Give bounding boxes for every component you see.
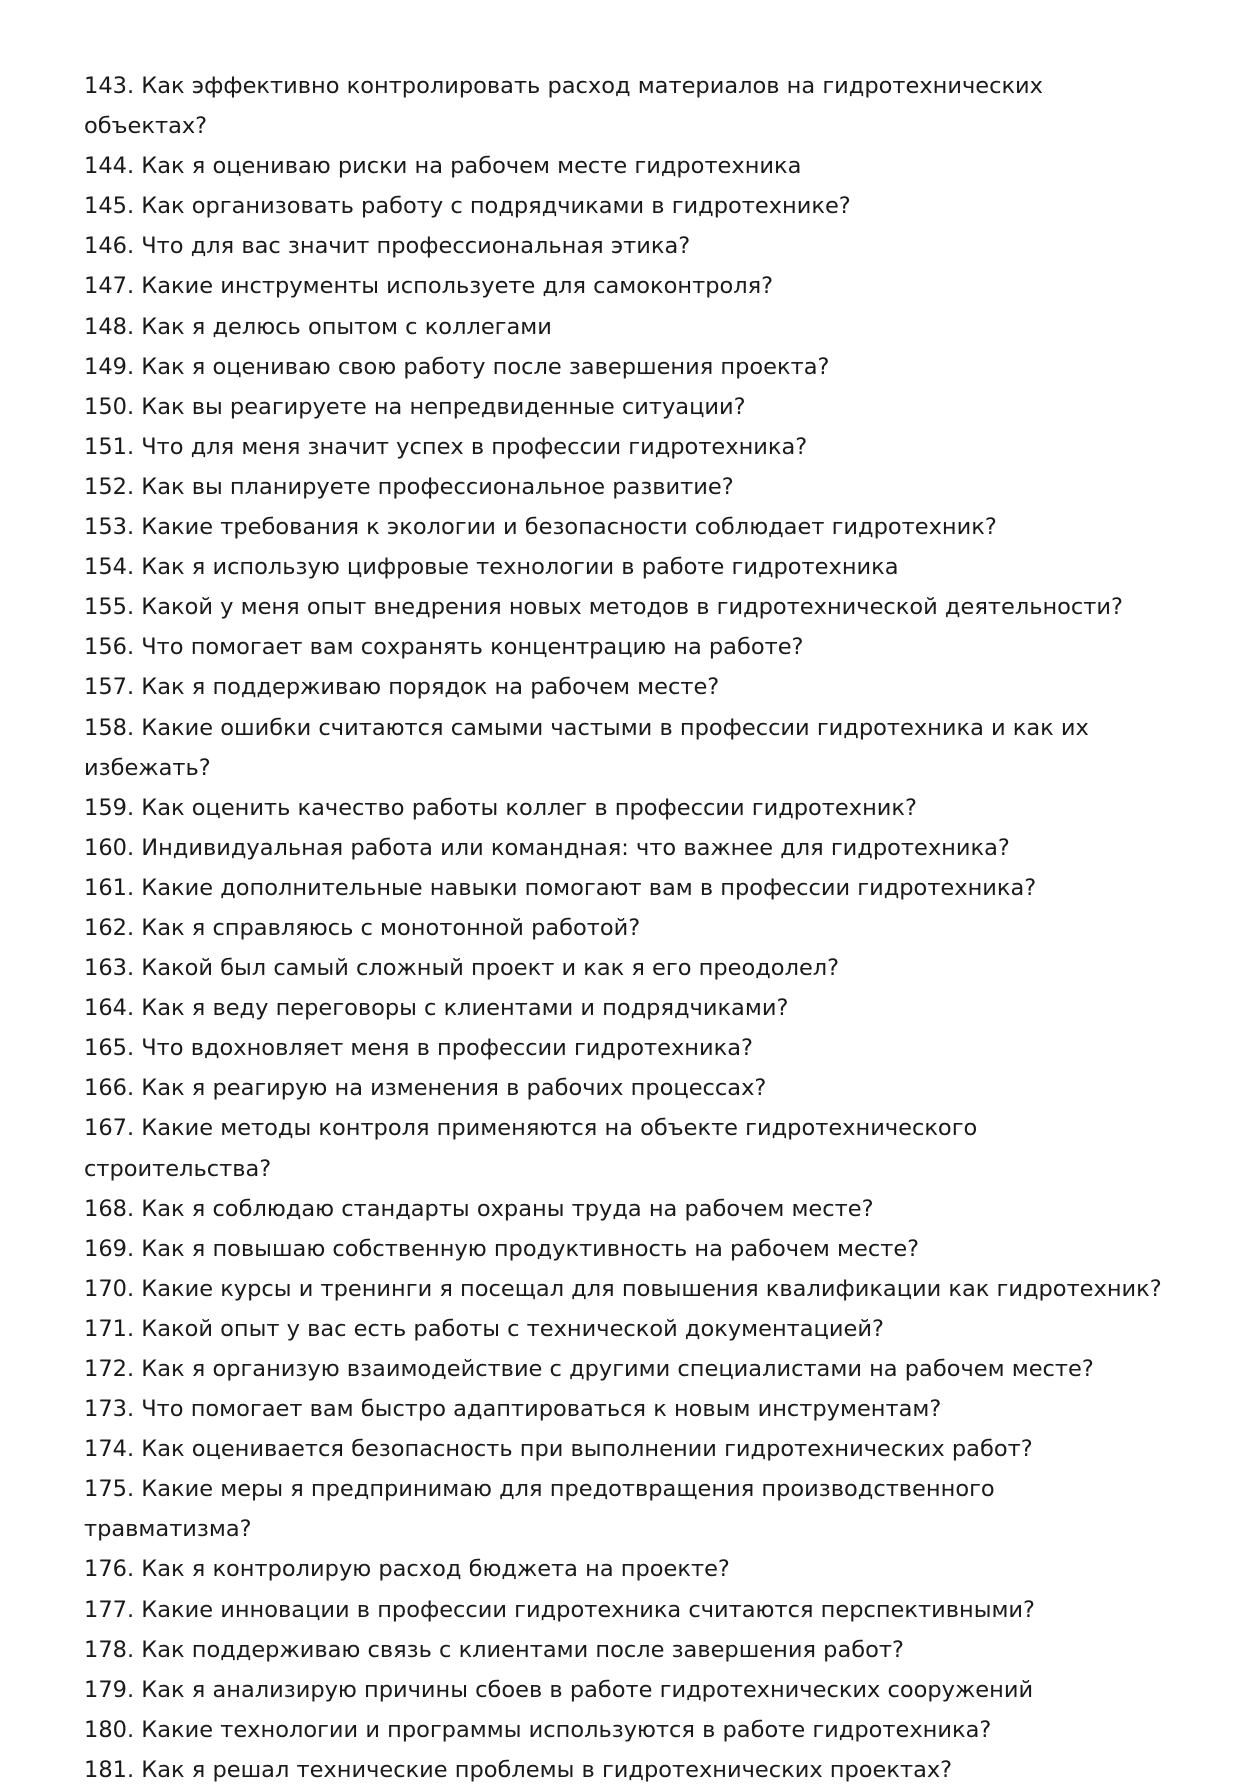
question-item: 178. Как поддерживаю связь с клиентами после завершения работ? [84,1636,904,1663]
question-item: 162. Как я справляюсь с монотонной работой? [84,914,641,941]
question-item: 165. Что вдохновляет меня в профессии гидротехника? [84,1035,753,1062]
question-item: 156. Что помогает вам сохранять концентрацию на работе? [84,634,804,661]
question-item: 179. Как я анализирую причины сбоев в работе гидротехнических сооружений [84,1676,1034,1703]
question-item: 166. Как я реагирую на изменения в рабочих процессах? [84,1075,767,1102]
question-item: 159. Как оценить качество работы коллег в профессии гидротехник? [84,794,917,821]
question-item: 169. Как я повышаю собственную продуктивность на рабочем месте? [84,1235,920,1262]
question-item: 173. Что помогает вам быстро адаптироваться к новым инструментам? [84,1396,942,1423]
question-item: 170. Какие курсы и тренинги я посещал для повышения квалификации как гидротехник? [84,1275,1162,1302]
question-item: 145. Как организовать работу с подрядчиками в гидротехнике? [84,193,851,220]
question-item: 181. Как я решал технические проблемы в гидротехнических проектах? [84,1756,953,1783]
question-item: 153. Какие требования к экологии и безопасности соблюдает гидротехник? [84,514,997,541]
question-item: 154. Как я использую цифровые технологии в работе гидротехника [84,554,899,581]
question-item: 167. Какие методы контроля применяются на объекте гидротехнического строительства? [84,1115,978,1182]
question-item: 163. Какой был самый сложный проект и как я его преодолел? [84,955,840,982]
question-item: 152. Как вы планируете профессиональное развитие? [84,473,734,500]
question-item: 158. Какие ошибки считаются самыми частыми в профессии гидротехника и как их избежать? [84,714,1089,781]
question-item: 164. Как я веду переговоры с клиентами и подрядчиками? [84,995,789,1022]
question-item: 146. Что для вас значит профессиональная этика? [84,233,691,260]
question-item: 174. Как оценивается безопасность при выполнении гидротехнических работ? [84,1436,1033,1463]
question-item: 150. Как вы реагируете на непредвиденные ситуации? [84,393,746,420]
question-item: 148. Как я делюсь опытом с коллегами [84,313,552,340]
question-item: 171. Какой опыт у вас есть работы с технической документацией? [84,1315,884,1342]
question-item: 155. Какой у меня опыт внедрения новых методов в гидротехнической деятельности? [84,594,1123,621]
question-item: 149. Как я оцениваю свою работу после завершения проекта? [84,353,830,380]
question-item: 157. Как я поддерживаю порядок на рабочем месте? [84,674,720,701]
question-item: 151. Что для меня значит успех в профессии гидротехника? [84,433,808,460]
question-list [84,66,1164,1790]
question-item: 143. Как эффективно контролировать расход материалов на гидротехнических объектах? [84,73,1043,140]
question-item: 172. Как я организую взаимодействие с другими специалистами на рабочем месте? [84,1356,1094,1382]
question-item: 168. Как я соблюдаю стандарты охраны труда на рабочем месте? [84,1195,874,1222]
question-item: 161. Какие дополнительные навыки помогают вам в профессии гидротехника? [84,874,1037,901]
question-item: 147. Какие инструменты используете для самоконтроля? [84,273,774,300]
question-item: 160. Индивидуальная работа или командная: что важнее для гидротехника? [84,834,1010,861]
question-item: 175. Какие меры я предпринимаю для предотвращения производственного травматизма? [84,1476,995,1543]
question-item: 176. Как я контролирую расход бюджета на проекте? [84,1556,730,1583]
question-item: 144. Как я оцениваю риски на рабочем месте гидротехника [84,153,802,180]
question-item: 180. Какие технологии и программы используются в работе гидротехника? [84,1716,992,1743]
question-item: 177. Какие инновации в профессии гидротехника считаются перспективными? [84,1596,1035,1623]
